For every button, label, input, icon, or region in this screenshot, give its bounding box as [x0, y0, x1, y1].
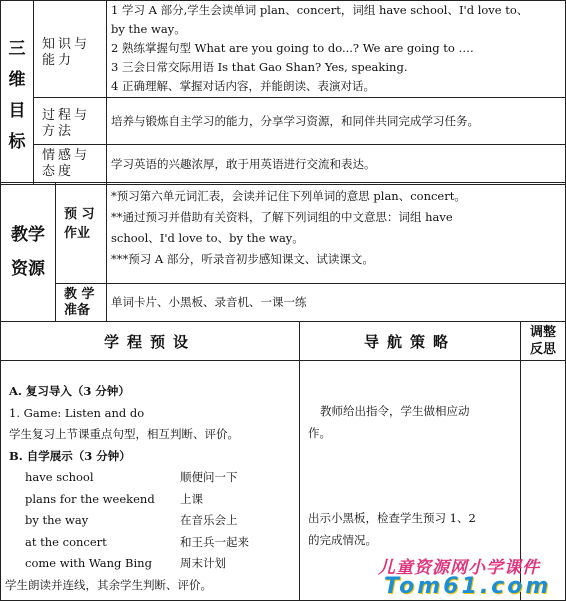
vocab-english: come with Wang Bing: [25, 556, 152, 570]
prep-label-line: 准备: [64, 303, 91, 318]
preview-line: school、I'd love to、by the way。: [111, 231, 304, 245]
nav-spacer: [308, 444, 516, 508]
preview-line: **通过预习并借助有关资料，了解下列词组的中文意思：词组 have: [111, 210, 453, 224]
process-label: [34, 98, 107, 145]
prep-label: [56, 284, 107, 322]
vocab-row: [9, 489, 295, 511]
plan-content: [1, 361, 300, 601]
nav-line: 作。: [308, 425, 331, 440]
goals-section-title: [1, 1, 34, 185]
plan-line: A. 复习导入（3 分钟）: [9, 384, 130, 398]
process-label-line: 方法: [42, 124, 75, 139]
knowledge-line: 1 学习 A 部分,学生会读单词 plan、concert，词组 have school、I'd love to、: [111, 3, 529, 17]
knowledge-content: [107, 1, 566, 98]
vocab-chinese: 周末计划: [180, 556, 226, 570]
emotion-text: 学习英语的兴趣浓厚，敢于用英语进行交流和表达。: [111, 157, 376, 172]
col-header-nav: [300, 322, 521, 361]
goals-table: [0, 0, 566, 185]
resources-table: [0, 182, 566, 322]
nav-line: 的完成情况。: [308, 532, 377, 547]
plan-line: B. 自学展示（3 分钟）: [9, 448, 131, 463]
preview-label-line: 预 习: [64, 207, 95, 222]
vocab-chinese: 和王兵一起来: [180, 534, 249, 549]
knowledge-line: 4 正确理解、掌握对话内容，并能朗读、表演对话。: [111, 79, 375, 93]
preview-label: [56, 183, 107, 284]
knowledge-line: by the way。: [111, 22, 186, 36]
vocab-row: [9, 467, 295, 489]
process-text: 培养与锻炼自主学习的能力，分享学习资源，和同伴共同完成学习任务。: [111, 113, 479, 128]
nav-line: 出示小黑板，检查学生预习 1、2: [308, 511, 476, 525]
vocab-english: by the way: [25, 513, 89, 527]
goals-title-char: 维: [8, 69, 26, 90]
knowledge-label: [34, 1, 107, 98]
nav-header-text: 导航策略: [363, 332, 456, 351]
knowledge-label-line: 能力: [42, 53, 75, 68]
vocab-row: [9, 532, 295, 554]
prep-label-line: 教 学: [64, 287, 95, 302]
prep-text: 单词卡片、小黑板、录音机、一课一练: [111, 295, 307, 310]
plan-line: 1. Game: Listen and do: [9, 405, 145, 420]
preview-content: [107, 183, 566, 284]
knowledge-line: 3 三会日常交际用语 Is that Gao Shan? Yes, speaking.: [111, 60, 408, 74]
goals-title-char: 目: [8, 100, 26, 121]
vocab-english: at the concert: [25, 534, 107, 549]
resources-section-title: [1, 183, 56, 322]
vocab-row: [9, 553, 295, 575]
emotion-content: [107, 145, 566, 185]
preview-line: ***预习 A 部分，听录音初步感知课文、试读课文。: [111, 252, 374, 266]
nav-line: 教师给出指令，学生做相应动: [320, 404, 470, 418]
reflect-header-line: 调整: [529, 325, 556, 340]
vocab-english: plans for the weekend: [25, 491, 155, 506]
preview-label-line: 作业: [64, 226, 91, 241]
plan-line: 学生复习上节课重点句型，相互判断、评价。: [9, 427, 239, 441]
goals-title-char: 三: [8, 38, 26, 59]
emotion-label-line: 态度: [42, 164, 75, 179]
resources-title-line: 教学: [11, 225, 45, 245]
emotion-label: [34, 145, 107, 185]
resources-title-line: 资源: [11, 259, 45, 279]
site-watermark-logo: Tom61.com: [384, 574, 552, 599]
plan-tail-line: 学生朗读并连线，其余学生判断、评价。: [5, 577, 212, 592]
vocab-chinese: 在音乐会上: [180, 513, 238, 527]
prep-content: [107, 284, 566, 322]
vocab-english: have school: [25, 470, 94, 484]
vocab-list: [9, 467, 295, 575]
process-content: [107, 98, 566, 145]
vocab-chinese: 顺便问一下: [180, 470, 238, 484]
site-watermark-title: 儿童资源网小学课件: [378, 558, 540, 578]
col-header-plan: [1, 322, 300, 361]
reflect-header-line: 反思: [529, 342, 556, 357]
plan-header-text: 学程预设: [103, 332, 196, 351]
vocab-chinese: 上课: [180, 491, 203, 506]
goals-title-char: 标: [8, 131, 26, 152]
knowledge-line: 2 熟练掌握句型 What are you going to do...? We are going to ….: [111, 41, 474, 55]
emotion-label-line: 情感与: [42, 148, 91, 163]
knowledge-label-line: 知识与: [42, 37, 91, 52]
col-header-reflect: [521, 322, 566, 361]
process-label-line: 过程与: [42, 108, 91, 123]
preview-line: *预习第六单元词汇表，会读并记住下列单词的意思 plan、concert。: [111, 189, 466, 203]
vocab-row: [9, 510, 295, 532]
